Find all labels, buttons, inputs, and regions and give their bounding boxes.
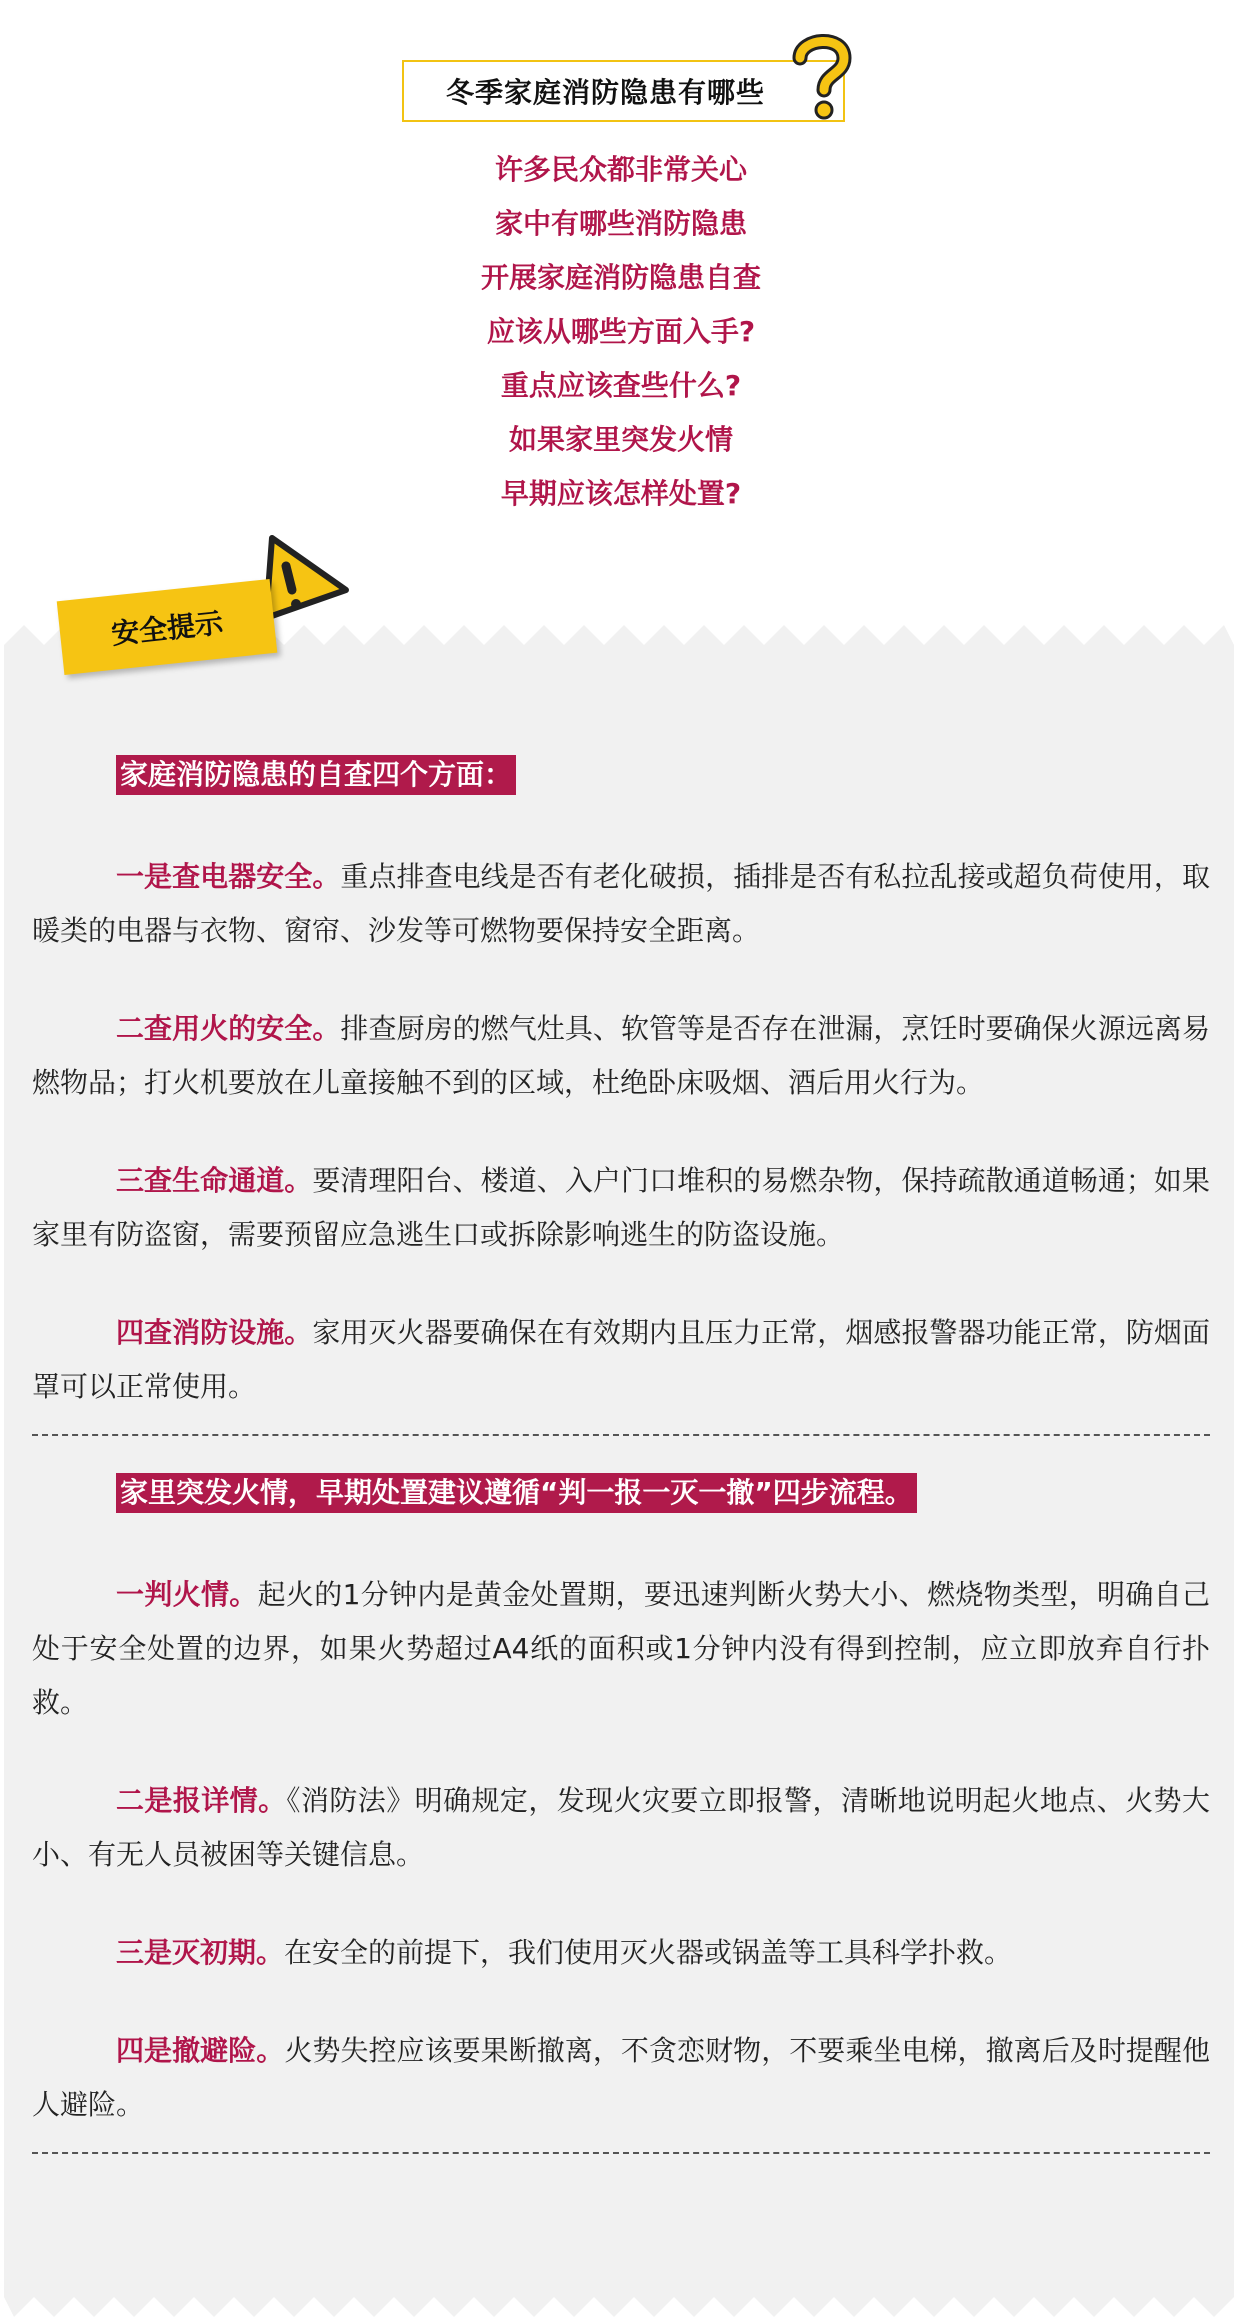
section-heading: 家里突发火情，早期处置建议遵循“判一报一灭一撤”四步流程。 <box>116 1473 917 1513</box>
intro-line: 如果家里突发火情 <box>508 423 733 456</box>
item-lead: 二查用火的安全。 <box>116 1012 341 1045</box>
section-item <box>32 1568 1210 1730</box>
item-text: 排查厨房的燃气灶具、软管等是否存在泄漏，烹饪时要确保火源远离易燃物品；打火机要放在儿童接触不到的区域，杜绝卧床吸烟、酒后用火行为。 <box>32 1012 1210 1099</box>
page-title <box>402 60 845 122</box>
section-item <box>32 2024 1210 2132</box>
item-lead: 一是查电器安全。 <box>116 860 341 893</box>
safety-tips-label: 安全提示 <box>109 606 225 651</box>
section-item <box>32 1774 1210 1882</box>
section-divider <box>32 2152 1210 2154</box>
item-lead: 二是报详情。 <box>116 1784 287 1817</box>
item-lead: 三查生命通道。 <box>116 1164 313 1197</box>
item-lead: 三是灭初期。 <box>116 1936 285 1969</box>
item-lead: 四是撤避险。 <box>116 2034 285 2067</box>
section-item <box>32 1926 1210 1980</box>
item-text: 在安全的前提下，我们使用灭火器或锅盖等工具科学扑救。 <box>284 1936 1013 1969</box>
item-lead: 四查消防设施。 <box>116 1316 313 1349</box>
intro-line: 应该从哪些方面入手? <box>486 315 756 348</box>
intro-line: 家中有哪些消防隐患 <box>494 207 747 240</box>
question-mark-icon <box>790 30 854 122</box>
intro-line: 早期应该怎样处置? <box>500 477 742 510</box>
section-heading: 家庭消防隐患的自查四个方面： <box>116 755 516 795</box>
item-text: 重点排查电线是否有老化破损，插排是否有私拉乱接或超负荷使用，取暖类的电器与衣物、窗帘、沙发等可燃物要保持安全距离。 <box>32 860 1210 947</box>
article-body <box>32 740 1210 2154</box>
item-lead: 一判火情。 <box>116 1578 258 1611</box>
section-item <box>32 1306 1210 1414</box>
item-text: 火势失控应该要果断撤离，不贪恋财物，不要乘坐电梯，撤离后及时提醒他人避险。 <box>32 2034 1210 2121</box>
section-item <box>32 1154 1210 1262</box>
intro-line: 重点应该查些什么? <box>500 369 742 402</box>
intro-line: 开展家庭消防隐患自查 <box>480 261 761 294</box>
item-text: 起火的1分钟内是黄金处置期，要迅速判断火势大小、燃烧物类型，明确自己处于安全处置的边界，如果火势超过A4纸的面积或1分钟内没有得到控制，应立即放弃自行扑救。 <box>32 1578 1210 1719</box>
section-item <box>32 850 1210 958</box>
item-text: 《消防法》明确规定，发现火灾要立即报警，清晰地说明起火地点、火势大小、有无人员被困等关键信息。 <box>32 1784 1210 1871</box>
page-title-text: 冬季家庭消防隐患有哪些 <box>445 76 765 109</box>
item-text: 家用灭火器要确保在有效期内且压力正常，烟感报警器功能正常，防烟面罩可以正常使用。 <box>32 1316 1210 1403</box>
item-text: 要清理阳台、楼道、入户门口堆积的易燃杂物，保持疏散通道畅通；如果家里有防盗窗，需要预留应急逃生口或拆除影响逃生的防盗设施。 <box>32 1164 1210 1251</box>
section-item <box>32 1002 1210 1110</box>
intro-text <box>0 143 1242 521</box>
intro-line: 许多民众都非常关心 <box>494 153 747 186</box>
